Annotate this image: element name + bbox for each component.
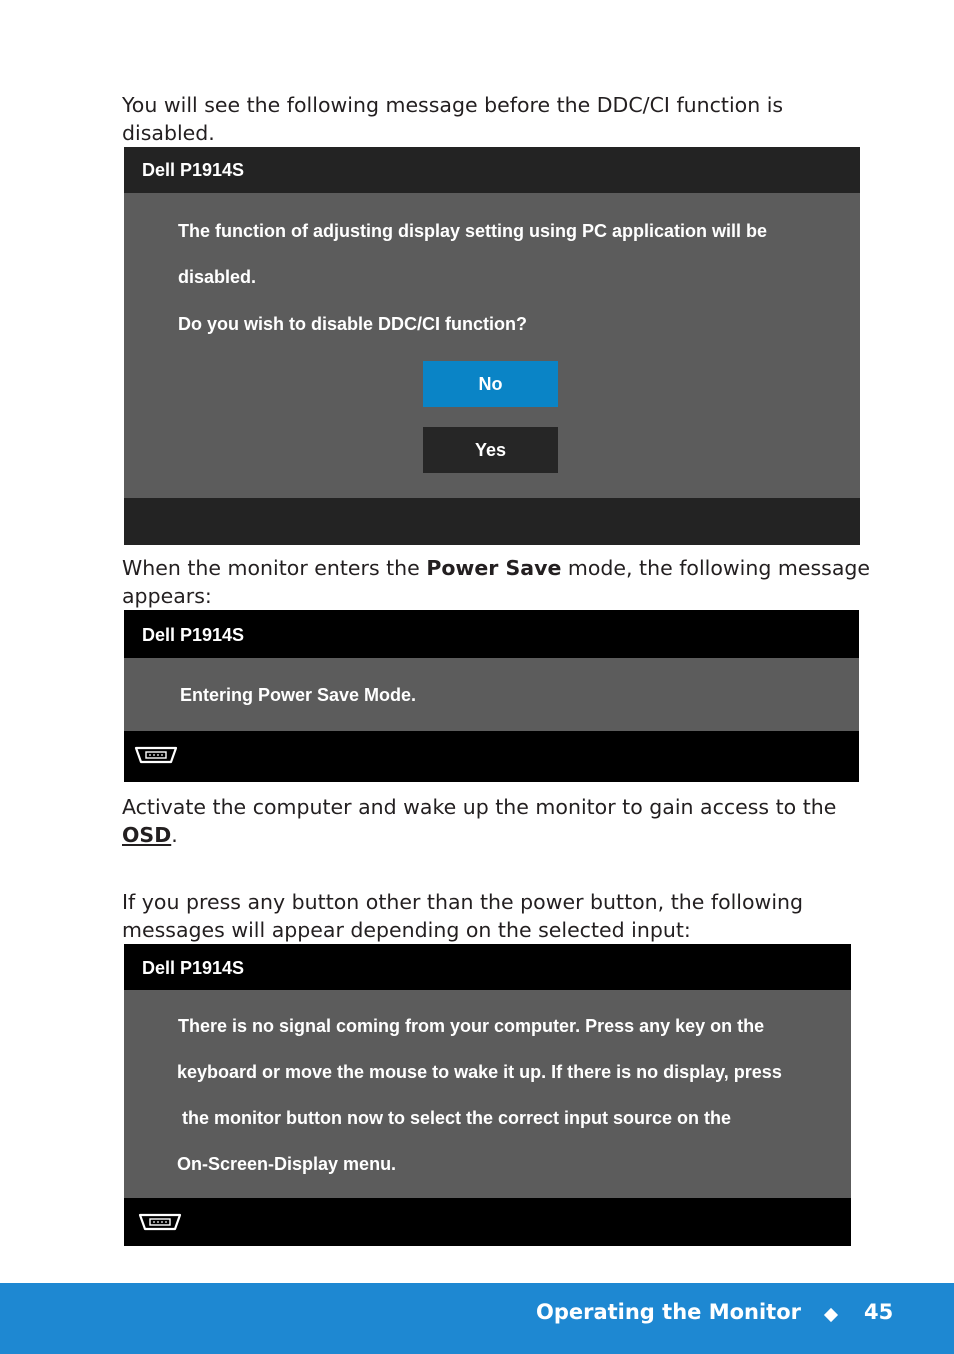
vga-connector-icon: [133, 745, 179, 765]
page-number: 45: [864, 1300, 894, 1324]
dialog-footer-bar: [124, 731, 859, 782]
diamond-separator-icon: [824, 1308, 838, 1322]
page-footer: [0, 1283, 954, 1354]
dialog-title-bar: [124, 147, 860, 193]
intro-paragraph: You will see the following message before the DDC/CI function is disabled.: [122, 93, 784, 145]
yes-button[interactable]: Yes: [423, 427, 558, 473]
no-signal-dialog: [124, 944, 851, 1246]
dialog-title: Dell P1914S: [142, 160, 245, 180]
dialog-body: [124, 990, 851, 1198]
dialog-footer-bar: [124, 1198, 851, 1246]
dialog-message: Entering Power Save Mode.: [180, 685, 417, 705]
vga-connector-icon: [137, 1212, 183, 1232]
dialog-body: [124, 658, 859, 731]
osd-link[interactable]: OSD: [122, 822, 172, 847]
dialog-question: Do you wish to disable DDC/CI function?: [178, 314, 527, 334]
dialog-body: [124, 193, 860, 498]
dialog-title: Dell P1914S: [142, 625, 245, 645]
no-button[interactable]: No: [423, 361, 558, 407]
dialog-message-line: On-Screen-Display menu.: [177, 1154, 397, 1174]
dialog-title: Dell P1914S: [142, 958, 245, 978]
power-save-term: Power Save: [426, 556, 562, 580]
dialog-message-line: keyboard or move the mouse to wake it up. If there is no display, press: [177, 1062, 782, 1082]
dialog-title-bar: [124, 944, 851, 990]
dialog-footer-bar: [124, 498, 860, 545]
dialog-message-line: The function of adjusting display setting using PC application will be: [178, 221, 768, 241]
dialog-title-bar: [124, 610, 859, 658]
dialog-message-line: the monitor button now to select the correct input source on the: [177, 1108, 732, 1128]
button-press-paragraph: If you press any button other than the power button, the following messages will appear depending on the selected input:: [122, 890, 804, 942]
dialog-message-line: disabled.: [178, 267, 257, 287]
power-save-paragraph: When the monitor enters the Power Save mode, the following message appears:: [122, 556, 871, 608]
footer-section-title: Operating the Monitor: [535, 1300, 801, 1324]
ddcci-dialog: [124, 147, 860, 545]
activate-paragraph: Activate the computer and wake up the monitor to gain access to the OSD.: [122, 795, 837, 847]
dialog-message-line: There is no signal coming from your computer. Press any key on the: [178, 1016, 765, 1036]
power-save-dialog: [124, 610, 859, 782]
